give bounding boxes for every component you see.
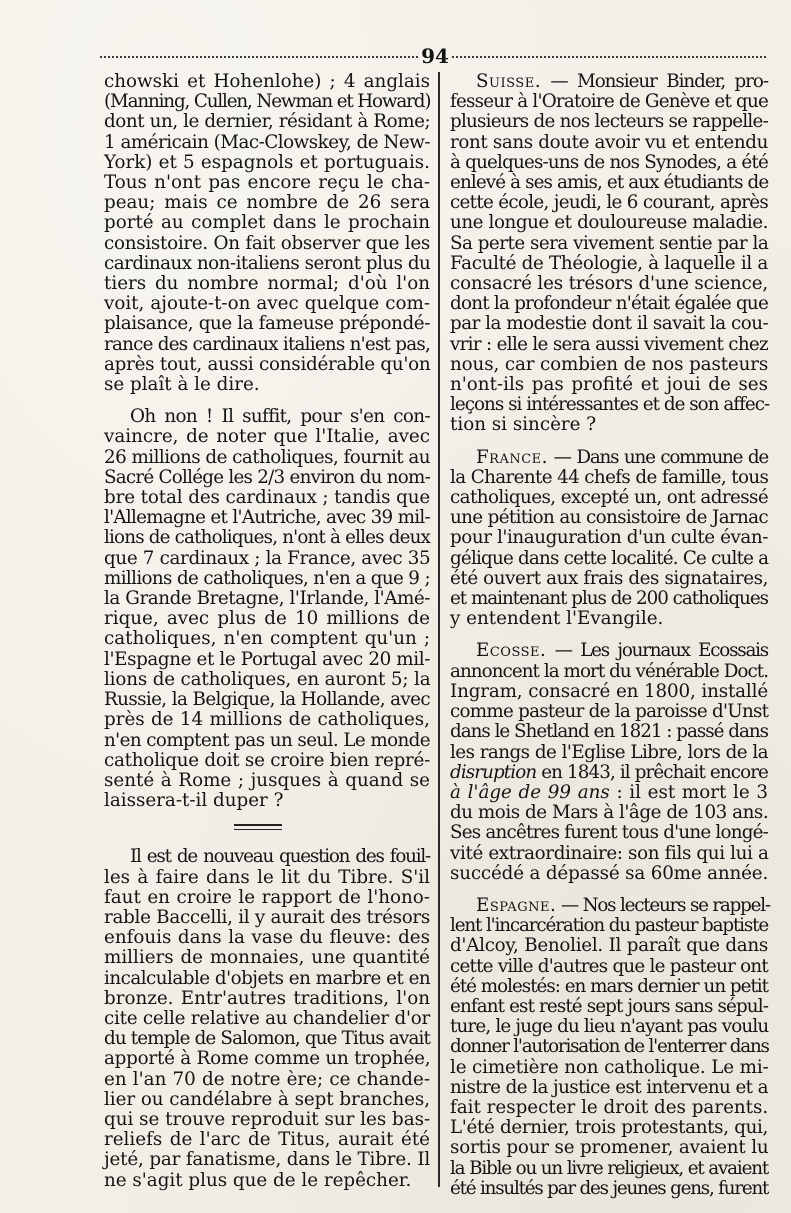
text-line: tiers du nombre normal; d'où l'on [104,273,430,295]
text-line: milliers de monnaies, une quantité [104,947,430,969]
text-line: vité extraordinaire: son fils qui lui a [450,842,769,864]
section-separator [104,811,430,841]
paragraph-suisse: Suisse. — Monsieur Binder, pro- fesseur à l'Oratoire de Genève et que plusieurs de nos lecteurs se rappelle- ront sans doute avoir vu et entendu à quelques-uns de nos Synodes, a été enlevé à ses amis, et aux étudiants de cette école, jeudi, le 6 courant, après une longue et douloureuse maladie. Sa perte sera vivement sentie par la Faculté de Théologie, à laquelle il a consacré les trésors d'une science, dont la profondeur n'était égalée que par la modestie dont il savait la cou- vrir : elle le sera aussi vivement chez nous, car combien de nos pasteurs n'ont-ils pas profité et joui de ses leçons si intéressantes et de son affec- tion si sincère ? [450,71,770,436]
text-line: lions de catholiques, n'ont à elles deux [104,527,431,549]
text-line: vrir : elle le sera aussi vivement chez [450,333,768,355]
text-line: ne s'agit plus que de le repêcher. [104,1169,412,1191]
text-line: sortis pour se promener, avaient lu [450,1137,769,1159]
text-line: dont un, le dernier, résidant à Rome; [104,111,431,133]
text-line: catholique doit se croire bien repré- [104,749,431,771]
text-line: reliefs de l'arc de Titus, aurait été [104,1129,430,1151]
column-divider [438,72,440,1187]
text-line: lier ou candélabre à sept branches, [104,1088,430,1110]
text-line: les à faire dans le lit du Tibre. S'il [104,866,430,888]
text-line: pour l'inauguration d'un culte évan- [450,527,768,549]
text-line: à quelques-uns de nos Synodes, a été [450,151,768,173]
text-line: du temple de Salomon, que Titus avait [104,1028,431,1050]
text-line: consacré les trésors d'une science, [450,273,768,295]
text-line: la Bible ou un livre religieux, et avaient [450,1157,768,1179]
text-line: donner l'autorisation de l'enterrer dans [450,1036,769,1058]
text-line: annoncent la mort du vénérable Doct. [450,660,769,682]
text-line: y entendent l'Evangile. [450,608,664,630]
text-line: fesseur à l'Oratoire de Genève et que [450,91,768,113]
text-line: cite celle relative au chandelier d'or [104,1007,431,1029]
text-line: plusieurs de nos lecteurs se rappelle- [450,111,768,133]
text-line: bronze. Entr'autres traditions, l'on [104,987,430,1009]
section-label-france: France. [476,446,548,468]
text-line: que 7 cardinaux ; la France, avec 35 [104,547,431,569]
text-line: cette école, jeudi, le 6 courant, après [450,192,769,214]
text-line: Tous n'ont pas encore reçu le cha- [104,172,430,194]
text-line: L'été dernier, trois protestants, qui, [450,1117,768,1139]
text-line: ront sans doute avoir vu et entendu [450,131,768,153]
text-line: et maintenant plus de 200 catholiques [450,588,768,610]
text-line: ture, le juge du lieu n'ayant pas voulu [450,1016,769,1038]
text-line: vaincre, de noter que l'Italie, avec [104,426,430,448]
text-line: (Manning, Cullen, Newman et Howard) [104,91,431,113]
text-line: tion si sincère ? [450,414,597,436]
text-line: été ouvert aux frais des signataires, [450,567,768,589]
text-line: enfouis dans la vase du fleuve: des [104,927,430,949]
text-line: succédé a dépassé sa 60me année. [450,862,769,884]
text-line: Il est de nouveau question des fouil- [130,846,430,868]
text-line: rable Baccelli, il y aurait des trésors [104,906,430,928]
paragraph-ecosse: Ecosse. — Les journaux Ecossais annoncent la mort du vénérable Doct. Ingram, consacré en 1800, installé comme pasteur de la paroisse d'Unst dans le Shetland en 1821 : passé dans les rangs de l'Eglise Libre, lors de la disruption en 1843, il prêchait encore à l'âge de 99 ans : il est mort le 3 du mois de Mars à l'âge de 103 ans. Ses ancêtres furent tous d'une longé- vité extraordinaire: son fils qui lui a succédé a dépassé sa 60me année. [450,640,769,884]
text-line: nous, car combien de nos pasteurs [450,353,769,375]
text-line: cardinaux non-italiens seront plus du [104,252,431,274]
text-line: n'ont-ils pas profité et joui de ses [450,374,768,396]
paragraph-espagne: Espagne. — Nos lecteurs se rappel- lent l'incarcération du pasteur baptiste d'Alcoy, Benoliel. Il paraît que dans cette ville d'autres que le pasteur ont été molestés: en mars dernier un petit enfant est resté sept jours sans sépul- ture, le juge du lieu n'ayant pas voulu donner l'autorisation de l'enterrer dans le cimetière non catholique. Le mi- nistre de la justice est intervenu et a fait respecter le droit des parents. L'été dernier, trois protestants, qui, sortis pour se promener, avaient lu la Bible ou un livre religieux, et avaient été insultés par des jeunes gens, furent [450,894,770,1199]
phrase-age-99: à l'âge de 99 ans [450,781,610,803]
paragraph-oh-non [104,407,430,811]
text-line: se plaît à le dire. [104,374,260,396]
text-line: Ingram, consacré en 1800, installé [450,680,768,702]
text-line: le cimetière non catholique. Le mi- [450,1056,769,1078]
text-line: lions de catholiques, en auront 5; la [104,668,431,690]
text-line: cette ville d'autres que le pasteur ont [450,955,768,977]
text-line: 1 américain (Mac-Clowskey, de New- [104,131,431,153]
text-line: rance des cardinaux italiens n'est pas, [104,333,430,355]
paragraph-tibre [104,847,430,1190]
header-ornament-left [100,56,418,58]
text-line: la Charente 44 chefs de famille, tous [450,466,769,488]
text-line: du mois de Mars à l'âge de 103 ans. [450,802,769,824]
text-line: apporté à Rome comme un trophée, [104,1048,431,1070]
text-line: l'Allemagne et l'Autriche, avec 39 mil- [104,507,430,529]
page-number: 94 [421,44,449,68]
text-line: fait respecter le droit des parents. [450,1096,769,1118]
left-column [104,72,430,1191]
text-line: dont la profondeur n'était égalée que [450,293,768,315]
text-line: Sa perte sera vivement sentie par la [450,232,769,254]
section-label-suisse: Suisse. [476,71,541,92]
text-line: comme pasteur de la paroisse d'Unst [450,701,769,723]
text-line: n'en comptent pas un seul. Le monde [104,729,430,751]
text-line: York) et 5 espagnols et portuguais. [104,151,430,173]
text-line: été molestés: en mars dernier un petit [450,975,768,997]
text-line: d'Alcoy, Benoliel. Il paraît que dans [450,935,768,957]
paragraph-cardinals-continued [104,72,430,395]
text-line: enfant est resté sept jours sans sépul- [450,995,768,1017]
text-line: lent l'incarcération du pasteur baptiste [450,915,769,937]
word-disruption: disruption [450,761,537,783]
text-line: près de 14 millions de catholiques, [104,709,430,731]
text-line: une pétition au consistoire de Jarnac [450,507,768,529]
text-line: faut en croire le rapport de l'hono- [104,886,430,908]
text-line: consistoire. On fait observer que les [104,232,430,254]
text-line: Russie, la Belgique, la Hollande, avec [104,689,430,711]
text-line: été insultés par des jeunes gens, furent [450,1177,769,1199]
text-line: enlevé à ses amis, et aux étudiants de [450,172,769,194]
text-line: dans le Shetland en 1821 : passé dans [450,721,769,743]
text-line: Ses ancêtres furent tous d'une longé- [450,822,769,844]
text-line: rique, avec plus de 10 millions de [104,608,430,630]
text-line: en l'an 70 de notre ère; ce chande- [104,1068,430,1090]
text-line: millions de catholiques, n'en a que 9 ; [104,567,430,589]
text-line: chowski et Hohenlohe) ; 4 anglais [104,71,430,92]
page-header [100,42,768,72]
text-line: l'Espagne et le Portugal avec 20 mil- [104,648,430,670]
text-line: qui se trouve reproduit sur les bas- [104,1108,431,1130]
text-line: incalculable d'objets en marbre et en [104,967,431,989]
text-line: les rangs de l'Eglise Libre, lors de la [450,741,768,763]
text-line: voit, ajoute-t-on avec quelque com- [104,293,430,315]
text-line: leçons si intéressantes et de son affec- [450,394,770,416]
text-line: la Grande Bretagne, l'Irlande, l'Amé- [104,588,431,610]
text-line: catholiques, excepté un, ont adressé [450,487,769,509]
text-line: par la modestie dont il savait la cou- [450,313,769,335]
text-line: une longue et douloureuse maladie. [450,212,768,234]
section-label-ecosse: Ecosse. [476,640,547,662]
text-line: Faculté de Théologie, à laquelle il a [450,252,768,274]
text-line: après tout, aussi considérable qu'on [104,353,431,375]
right-column [450,72,768,1199]
text-line: peau; mais ce nombre de 26 sera [104,192,430,214]
header-ornament-right [452,56,768,58]
text-line: porté au complet dans le prochain [104,212,430,234]
text-line: Oh non ! Il suffit, pour s'en con- [130,406,430,428]
text-line: gélique dans cette localité. Ce culte a [450,547,769,569]
paragraph-france: France. — Dans une commune de la Charente 44 chefs de famille, tous catholiques, excepté un, ont adressé une pétition au consistoire de Jarnac pour l'inauguration d'un culte évan- gélique dans cette localité. Ce culte a été ouvert aux frais des signataires, et maintenant plus de 200 catholiques y entendent l'Evangile. [450,446,769,630]
text-line: jeté, par fanatisme, dans le Tibre. Il [104,1149,431,1171]
section-label-espagne: Espagne. [476,894,557,916]
text-line: catholiques, n'en comptent qu'un ; [104,628,430,650]
text-line: bre total des cardinaux ; tandis que [104,487,431,509]
text-line: Sacré Collége les 2/3 environ du nom- [104,466,430,488]
text-line: senté à Rome ; jusques à quand se [104,769,430,791]
text-line: nistre de la justice est intervenu et a [450,1076,768,1098]
text-line: plaisance, que la fameuse prépondé- [104,313,430,335]
text-line: 26 millions de catholiques, fournit au [104,446,430,468]
text-line: laissera-t-il duper ? [104,790,284,812]
